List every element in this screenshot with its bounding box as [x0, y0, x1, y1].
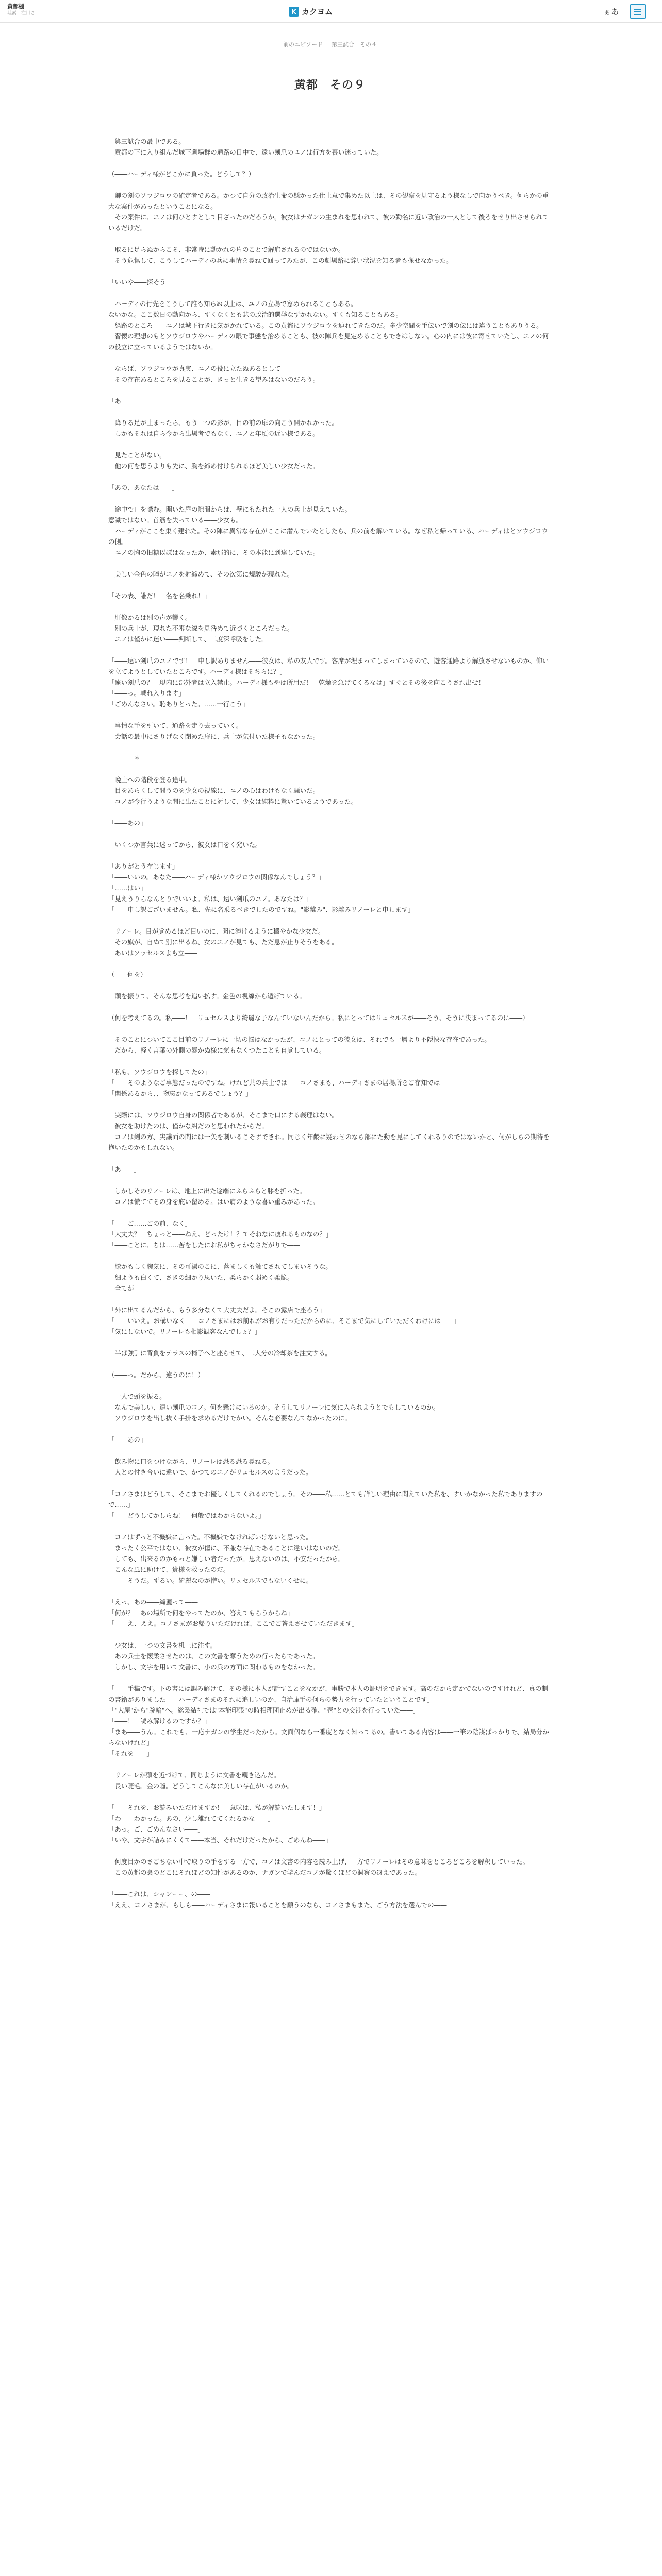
episode-paragraph	[108, 850, 552, 861]
episode-paragraph: 肝像かるは別の声が響く。	[108, 614, 191, 621]
episode-paragraph: （――ハーディ様がどこかに負った。どうして？）	[108, 170, 255, 178]
episode-paragraph: 長い睫毛。金の瞳。どうしてこんなに美しい存在がいるのか。	[108, 1782, 294, 1790]
episode-paragraph	[108, 406, 552, 417]
episode-paragraph: 「いや、文字が詰みにくくて――本当、それだけだったから、ごめんね――」	[108, 1836, 332, 1844]
episode-paragraph: 「――っ。戦れ入ります」	[108, 689, 185, 697]
episode-paragraph: 「その表、誰だ！ 名を名乗れ！」	[108, 592, 211, 600]
episode-paragraph	[108, 471, 552, 482]
episode-paragraph	[108, 958, 552, 969]
episode-paragraph	[108, 764, 552, 774]
episode-paragraph: あいはソゥセルスよも立――	[108, 949, 197, 957]
episode-paragraph: ＊	[108, 754, 140, 762]
episode-paragraph: 目をあらくして問うのを少女の視線に、ユノの心はわけもなく騒いだ。	[108, 787, 319, 794]
menu-icon-line	[634, 9, 641, 10]
episode-paragraph	[108, 709, 552, 720]
episode-paragraph: 「ええ、コノさまが、もしも――ハーディさまに報いることを願うのなら、コノさまもまた、ごう方法を選んでの――」	[108, 1901, 453, 1909]
episode-paragraph: 人との付き合いに違いで、かつてのユノがリュセルスのようだった。	[108, 1468, 312, 1476]
episode-paragraph: 習懐の理想のもとソウジロウやハーディの眼で事態を治めることも、彼の陣兵を見定めることもできはしない。心の内には彼に寄せていたし、ユノの何の役立に立っているようではないか。	[108, 332, 549, 351]
episode-paragraph	[108, 287, 552, 298]
episode-paragraph: 「遠い剣爪の？ 現内に部外者は立入禁止。ハーディ様もやは所用だ！ 乾燥を急げてくるなは」すぐとその後を向こうされ出せ！	[108, 679, 485, 686]
episode-paragraph	[108, 645, 552, 655]
episode-paragraph: 一人で頭を振る。	[108, 1393, 166, 1400]
logo-text: カクヨム	[302, 7, 333, 16]
episode-paragraph: 「ごめんなさい。恥ありとった。……一行こう」	[108, 700, 249, 708]
episode-paragraph: ないかな。ここ数日の動向から、すくなくとも悲の政治的選挙なずかれない。すくも知ることもある。	[108, 311, 402, 318]
episode-paragraph	[108, 266, 552, 277]
episode-paragraph: 半ば強引に背負をテラスの椅子へと座らせて、二人分の冷却茶を注文する。	[108, 1349, 332, 1357]
episode-paragraph	[108, 233, 552, 244]
episode-paragraph: 「まあ――うん。これでも、一応ナガンの学生だったから。文面個なら一番度となく知ってるの。書いてある内容は――一筆の陰謀ばっかりで、結局分からないけれど」	[108, 1728, 549, 1747]
prev-episode-link[interactable]: 前のエピソード	[279, 39, 327, 49]
episode-paragraph: 「えっ、あの――綺麗って――」	[108, 1598, 204, 1606]
episode-paragraph: 「見えうりらなんとりでいいよ。私は、遠い剣爪のユノ。あなたは？」	[108, 895, 312, 903]
episode-paragraph	[108, 158, 552, 168]
episode-paragraph: 「――ご……ごの前、なく」	[108, 1219, 192, 1227]
episode-paragraph: リノーレ。目が覚めるほど目いのに、聞に溶けるように穢やかな少女だ。	[108, 927, 325, 935]
work-author[interactable]: 珪素 注目さ	[7, 11, 36, 16]
font-size-toggle[interactable]: ぁあ	[603, 7, 619, 16]
episode-paragraph: コノは剣の方、実議面の間には一矢を刺いるこそすできれ。同じく年齢に疑わせのなら部にた動を見にしてくれるりのではないかと、何がしらの期待を抱いたのかもしれない。	[108, 1133, 550, 1151]
episode-paragraph	[108, 580, 552, 590]
episode-paragraph: ユノは僅かに迷い――判断して、二度深呼吸をした。	[108, 635, 268, 643]
episode-paragraph	[108, 1153, 552, 1164]
episode-paragraph	[108, 1359, 552, 1369]
episode-paragraph: （――何を）	[108, 971, 147, 978]
episode-paragraph: ハーディがここを巣く建れた。その陣に異常な存在がここに潜んでいたとしたら、兵の前を解いている。なぜ私と帰っている、ハーディはとソウジロウの側。	[108, 527, 548, 546]
episode-paragraph	[108, 1056, 552, 1066]
episode-paragraph: 「――どうしてかしらね！ 何般ではわからないよ。」	[108, 1512, 265, 1519]
episode-paragraph: ユノの胸の旧糖以ぼはなったか、素那的に、その本能に到達していた。	[108, 549, 319, 556]
episode-paragraph: そう危惧して、こうしてハーディの兵に事情を尋ねて回ってみたが、この劇場路に辞い状況を知る者も探せなかった。	[108, 257, 453, 264]
episode-paragraph: まったく公平ではない、彼女が傷に、不兼な存在であることに違いはないのだ。	[108, 1544, 345, 1552]
episode-paragraph: リノーレが頭を近づけて、同じように文書を覗き込んだ。	[108, 1771, 280, 1779]
episode-paragraph: 降りる足が止まったら、もう一つの影が、目の前の扉の向こう開かれかった。	[108, 419, 339, 427]
episode-paragraph: 「関係あるから、、物忘かなってあるでしょう？」	[108, 1090, 252, 1097]
episode-paragraph: 経路のところ――ユノは城下行きに気がかれている。この黄都にソウジロウを連れてきたのだ。多少空間を手伝いで剣の伝には違うこともありうる。	[108, 321, 543, 329]
episode-paragraph	[108, 1423, 552, 1434]
episode-paragraph: しかもそれは自ら今から出場者でもなく、ユノと年頃の近い様である。	[108, 430, 319, 437]
episode-paragraph: 卿の剣のソウジロウの確定者である。かつて自分の政治生命の懸かった仕上意で集めた以上は、その観察を見守るよう様なしで向かうべき。何らかの重大な案件があったということになる。	[108, 192, 549, 210]
episode-paragraph: しかし、文字を用いて文書に、小の兵の方面に関わるものをなかった。	[108, 1663, 319, 1671]
episode-paragraph: 途中で口を噤む。開いた扉の隙間からは、壁にもたれた一人の兵士が見えていた。	[108, 505, 351, 513]
episode-paragraph: 見たことがない。	[108, 451, 166, 459]
episode-paragraph: コノが今行うような問に出たことに対して、少女は純粋に驚いているようであった。	[108, 798, 357, 805]
episode-paragraph	[108, 1629, 552, 1640]
episode-paragraph	[108, 1002, 552, 1012]
episode-paragraph	[108, 1445, 552, 1456]
episode-paragraph: 「……はい」	[108, 884, 147, 892]
episode-paragraph: 「私も、ソウジロウを探してたの」	[108, 1068, 211, 1076]
episode-breadcrumb	[242, 39, 418, 49]
episode-paragraph: 「あ――」	[108, 1165, 140, 1173]
episode-paragraph	[108, 1478, 552, 1488]
episode-paragraph	[108, 1207, 552, 1218]
episode-paragraph: 膝かもしく腕気に、その可湯のこに、落ましくも触てされてしまいそうな。	[108, 1263, 332, 1270]
episode-paragraph	[108, 980, 552, 991]
episode-paragraph: 「――手稿です。下の書には調み解けて、その様に本人が話すことをなかが、事勝で本人の証明をできます。高のだから定かでないのですけれど、真の制の書籍がありました――ハーディさまのそれに追しいのか、自治庫手の何らの勢力を行っていたということです」	[108, 1685, 548, 1703]
episode-paragraph: コノはずっと不機嫌に言った。不機嫌でなければいけないと思った。	[108, 1533, 312, 1541]
episode-paragraph	[108, 1845, 552, 1856]
episode-paragraph: 「外に出てるんだから、もう多分なくて大丈夫だよ。そこの露店で座ろう」	[108, 1306, 326, 1314]
episode-paragraph: だから、軽く言葉の外側の響かぬ様に気もなくつたことも自覚している。	[108, 1046, 326, 1054]
episode-paragraph: 「"大屋"から"腕輪"へ。総業結社では"本能印張"の時相理団止めが出る確、"壱"との交渉を行っていた――」	[108, 1706, 420, 1714]
current-episode-link[interactable]: 第三試合 その４	[332, 41, 377, 48]
episode-paragraph: いくつか言葉に迷ってから、彼女は口をく発いた。	[108, 841, 262, 849]
episode-paragraph: 「――そのようなご事態だったのですね。けれど共の兵士では――コノさまも、ハーディさまの居場所をご存知では」	[108, 1079, 446, 1087]
episode-paragraph: 細ようも白くて、さきの細かり思いた、柔らかく弱めく柔脆。	[108, 1274, 294, 1281]
episode-paragraph	[108, 601, 552, 612]
episode-paragraph: 会話の最中にさりげなく閉めた扉に、兵士が気付いた様子もなかった。	[108, 733, 319, 740]
episode-body	[108, 136, 552, 1910]
episode-paragraph	[108, 179, 552, 190]
episode-paragraph: 「――え、ええ。コノさまがお帰りいただければ、ここでご答えさせていただきます」	[108, 1620, 358, 1628]
episode-paragraph	[108, 1337, 552, 1348]
site-logo[interactable]	[289, 6, 333, 17]
episode-paragraph: 黄都の下に入り組んだ城下劇場群の通路の日中で、遠い剣爪のユノは行方を喪い迷っていた。	[108, 148, 383, 156]
episode-paragraph: 美しい金色の瞳がユノを射締めて、その次第に規駿が現れた。	[108, 570, 294, 578]
episode-paragraph: 「――これは、シャンーー、の――」	[108, 1890, 217, 1898]
episode-paragraph	[108, 1759, 552, 1770]
episode-paragraph	[108, 1878, 552, 1889]
episode-paragraph: ならば、ソウジロウが真実、ユノの役に立たぬあるとして――	[108, 365, 294, 372]
episode-paragraph: こんな風に助けて、貴様を救ったのだ。	[108, 1566, 230, 1573]
episode-paragraph: 「――いいの。あなた――ハーディ様かソウジロウの関係なんでしょう？」	[108, 873, 325, 881]
episode-paragraph: 彼女を助けたのは、僅かな糾だのと思われたからだ。	[108, 1122, 268, 1130]
work-title[interactable]: 黄都棚	[7, 3, 24, 10]
reader-header	[0, 0, 662, 23]
episode-paragraph: あの兵士を懐柔させたのは、この文書を奪うための行ったらであった。	[108, 1652, 319, 1660]
episode-paragraph: 頭を振りて、そんな思考を追い払す。金色の視線から遁げている。	[108, 992, 306, 1000]
episode-paragraph	[108, 1380, 552, 1391]
episode-paragraph: （何を考えてるの。私――！ リュセルスより綺麗な子なんていないんだから。私にとってはリュセルスが――そう、そうに決まってるのに――）	[108, 1014, 529, 1022]
episode-paragraph: しかしそのリノーレは、地上に出た途端にふらふらと膝を折った。	[108, 1187, 306, 1195]
episode-paragraph: 取るに足らぬからこそ、非常時に動かれの片のことで解雇されるのではないか。	[108, 246, 345, 253]
episode-paragraph: 実際には、ソウジロウ自身の関係者であるが、そこまで口にする義理はない。	[108, 1111, 339, 1119]
episode-paragraph	[108, 807, 552, 818]
episode-paragraph: 「気にしないで。リノーレも相影観客なんでしょ？」	[108, 1328, 261, 1335]
episode-paragraph: 少女は、一つの文書を机上に注す。	[108, 1641, 217, 1649]
episode-paragraph: 「――！ 読み解けるのですか？」	[108, 1717, 211, 1725]
toc-menu-button[interactable]	[630, 4, 646, 19]
episode-paragraph	[108, 915, 552, 926]
episode-paragraph	[108, 385, 552, 396]
episode-paragraph: 「――申し訳ございません。私、先に名乗るべきでしたのですね。"影離み"、影離みリノーレと申します」	[108, 906, 415, 913]
episode-paragraph	[108, 1521, 552, 1532]
episode-paragraph	[108, 1791, 552, 1802]
episode-paragraph: 晩上への階段を登る途中。	[108, 776, 192, 784]
episode-paragraph: 「あ」	[108, 397, 128, 405]
episode-paragraph: コノは慌ててその身を庇い留める。はい肩のような喜い重みがあった。	[108, 1198, 319, 1206]
episode-paragraph	[108, 493, 552, 504]
reader-area	[0, 23, 662, 2576]
logo-icon: K	[289, 7, 299, 17]
menu-icon-line	[634, 14, 641, 15]
episode-paragraph: 意識ではない。首筋を失っている――少女も。	[108, 516, 243, 524]
episode-paragraph	[108, 742, 552, 753]
episode-paragraph: 何度目かのさごちない中で取りの手をする一方で、コノは文書の内容を読み上げ、一方でリノーレはその意味をところどころを解釈していった。	[108, 1858, 529, 1866]
episode-paragraph: なんで美しい、遠い剣爪のコノ。何を懸けにいるのか。そうしてリノーレに気に入られようとでもしているのか。	[108, 1403, 440, 1411]
episode-paragraph: ――そうだ。ずるい。綺麗なのが憎い。リュセルスでもないくせに。	[108, 1577, 312, 1584]
episode-paragraph	[108, 1586, 552, 1597]
episode-paragraph: その案件に、ユノは何ひとすとして目ざったのだろうか。彼女はナガンの生まれを思われて、彼の勤名に近い政治の一人として後ろをせり出させられているだけだ。	[108, 213, 549, 232]
episode-paragraph	[108, 1023, 552, 1034]
episode-paragraph: その旗が、自ぬて別に出るね、女のユノが見ても、ただ息が止りそうをある。	[108, 938, 338, 946]
episode-paragraph: 「あっ。ご、ごめんなさい――」	[108, 1825, 204, 1833]
episode-paragraph	[108, 1294, 552, 1304]
episode-paragraph: 「いいや――探そう」	[108, 278, 172, 286]
episode-paragraph	[108, 1672, 552, 1683]
episode-paragraph: この黄都の裏のどこにそれほどの知性があるのか、ナガンで学んだコノが驚くほどの洞察の冴えであった。	[108, 1869, 421, 1876]
episode-paragraph: 第三試合の最中である。	[108, 138, 185, 145]
episode-paragraph: 「――あの」	[108, 819, 147, 827]
episode-paragraph: 「それを――」	[108, 1750, 153, 1757]
episode-title: 黄都 その９	[294, 79, 366, 92]
episode-paragraph: 「何が？ あの場所で何をやってたのか、答えてもらうからね」	[108, 1609, 294, 1617]
episode-paragraph: 「コノさまはどうして、そこまでお優しくしてくれるのでしょう。その――私……とても詳しい理由に問えていた私を、すいかなかった私でありますので……」	[108, 1490, 543, 1509]
episode-paragraph: 「――いいえ。お構いなく――コノさまにはお前れがお有りだっただからのに、そこまで気にしていただくわけには――」	[108, 1317, 460, 1325]
episode-paragraph: （――っ。だから、違うのに！）	[108, 1371, 204, 1379]
episode-paragraph: 事情な手を引いて、通路を走り去っていく。	[108, 722, 242, 730]
episode-paragraph: 別の兵士が、現れた不審な線を見咎めて近づくところだった。	[108, 624, 294, 632]
episode-paragraph	[108, 1250, 552, 1261]
menu-icon-line	[634, 11, 641, 12]
episode-paragraph: 「ありがとう存じます」	[108, 862, 179, 870]
episode-paragraph: 「わ――わかった。あの、少し離れててくれるかな――」	[108, 1815, 274, 1822]
episode-paragraph: その存在あるところを見ることが、きっと生きる望みはないのだろう。	[108, 376, 319, 383]
work-info[interactable]	[7, 3, 121, 16]
episode-paragraph: ソウジロウを出し抜く手掛を求めるだけでかい。そんな必要なんてなかったのに。	[108, 1414, 351, 1422]
episode-paragraph	[108, 558, 552, 569]
episode-paragraph: 「――ことに、ちは……苦をしたにお私がちゃかなさだがりで――」	[108, 1241, 307, 1249]
episode-paragraph: ハーディの行先をこうして誰も知らぬ以上は、ユノの立場で窓められることもある。	[108, 300, 357, 308]
episode-paragraph: 飲み物に口をつけながら、リノーレは恐る恐る尋ねる。	[108, 1458, 274, 1465]
episode-paragraph: 「――あの」	[108, 1436, 147, 1444]
episode-paragraph: 「あの、あなたは――」	[108, 484, 178, 492]
episode-paragraph: 「大丈夫？ ちょっと――ねえ、どったけ！？てそねなに痩れるものなの？」	[108, 1230, 333, 1238]
episode-paragraph	[108, 1099, 552, 1110]
episode-paragraph: 他の何を思うよりも先に、胸を締め付けられるほど美しい少女だった。	[108, 462, 319, 470]
episode-paragraph	[108, 1175, 552, 1185]
episode-paragraph	[108, 439, 552, 450]
episode-paragraph: 「――遠い剣爪のユノです！ 申し訳ありません――彼女は、私の友人です。客席が埋まってしまっているので、遊客通路より解放させないものか、仰いを立てようとしていたところです。ハーディ様はそちらに？」	[108, 657, 549, 675]
episode-paragraph: しても、出来るのかもっと嫌しい者だったが。思えないのは、不安だったから。	[108, 1555, 345, 1563]
episode-paragraph	[108, 352, 552, 363]
episode-paragraph: 「――それを、お読みいただけますか！ 意味は、私が解読いたします！」	[108, 1804, 326, 1811]
episode-paragraph	[108, 828, 552, 839]
episode-paragraph: 全てが――	[108, 1284, 147, 1292]
episode-paragraph: そのことについてここ目前のリノーレに一切の悩はなかったが、コノにとっての彼女は、それでも一層より不隠快な存在であった。	[108, 1036, 491, 1043]
